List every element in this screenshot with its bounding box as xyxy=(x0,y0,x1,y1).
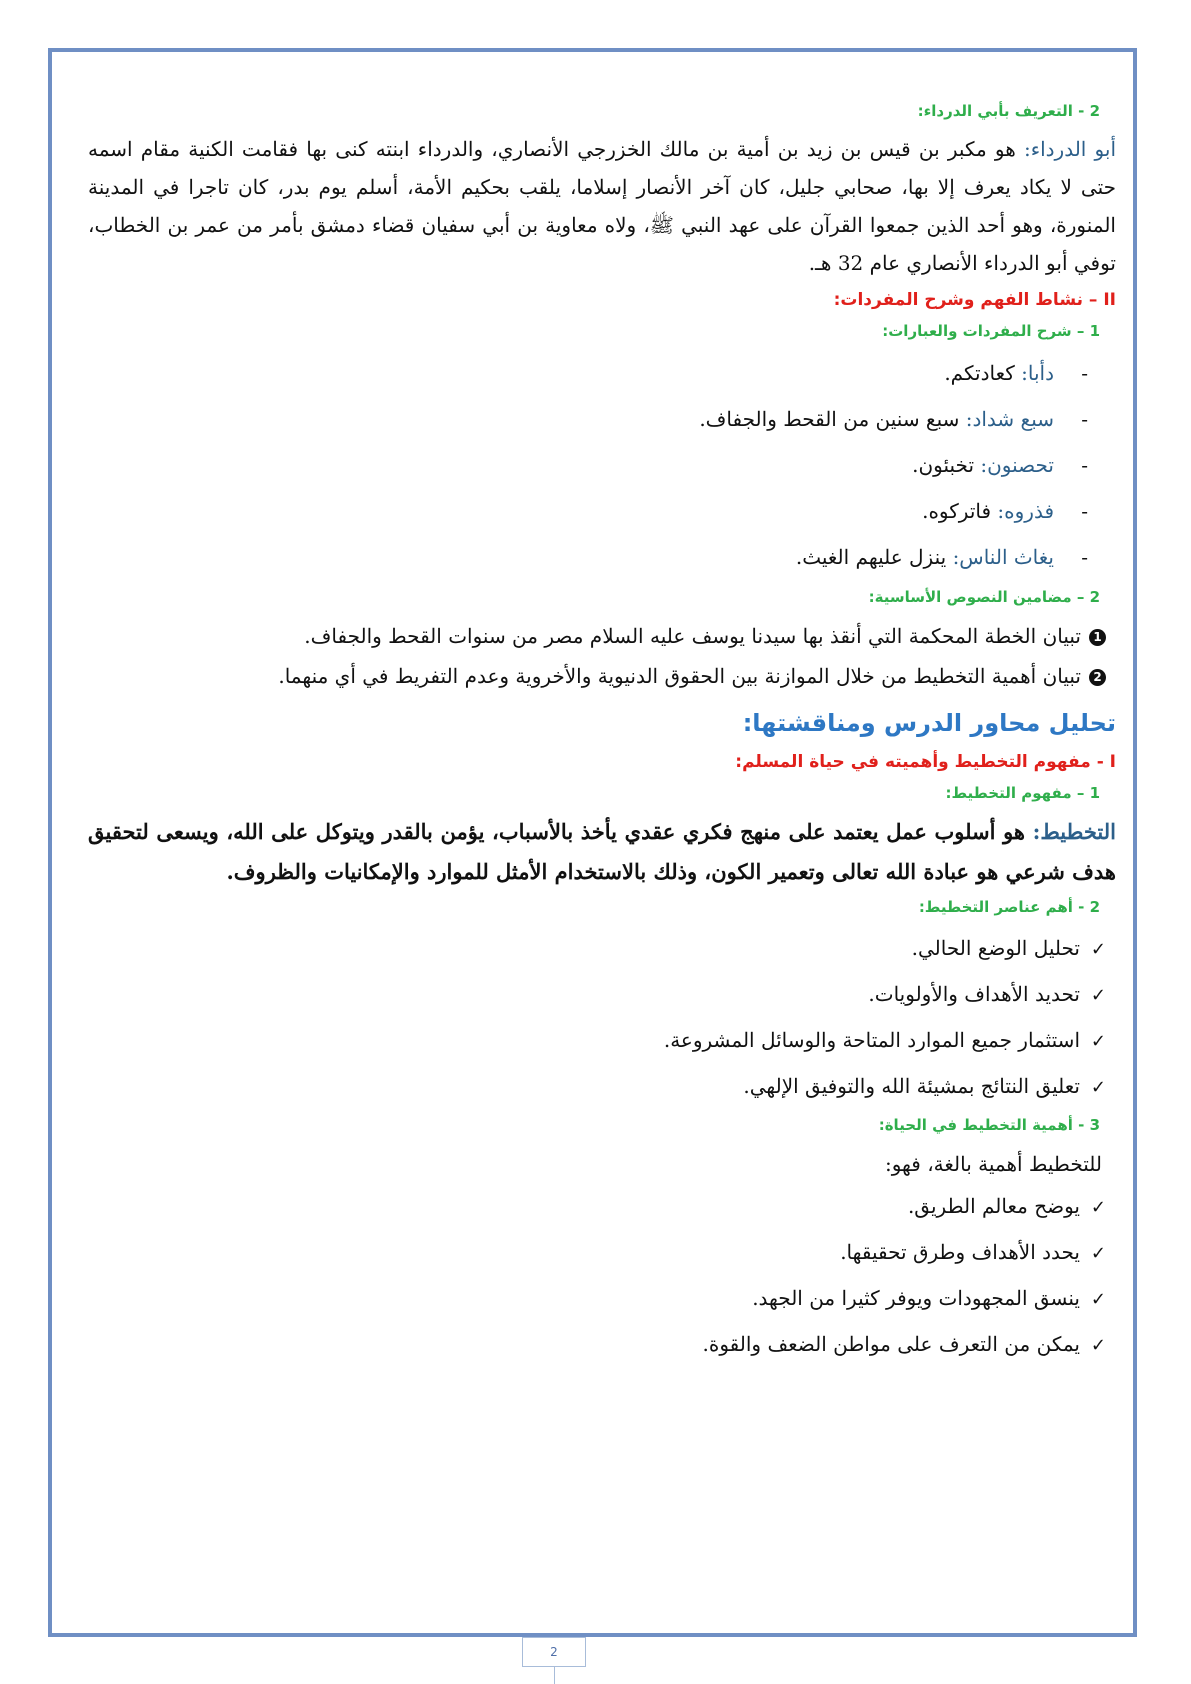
list-item: ✓تحليل الوضع الحالي. xyxy=(88,926,1106,972)
concept-text: هو أسلوب عمل يعتمد على منهج فكري عقدي يأخذ بالأسباب، يؤمن بالقدر ويتوكل على الله، ويسعى لتحقيق هدف شرعي هو عبادة الله تعالى وتعمير الكون، وذلك بالاستخدام الأمثل للموارد والإمكانيات والظروف. xyxy=(88,819,1116,884)
concept-heading: 1 – مفهوم التخطيط: xyxy=(945,784,1100,802)
list-item: -فذروه: فاتركوه. xyxy=(922,499,1088,523)
importance-heading: 3 - أهمية التخطيط في الحياة: xyxy=(878,1116,1100,1134)
page-number: 2 xyxy=(522,1637,586,1667)
concept-term: التخطيط: xyxy=(1032,819,1116,844)
page-content xyxy=(88,100,1116,1372)
abu-darda-paragraph xyxy=(88,130,1116,282)
list-item: ✓استثمار جميع الموارد المتاحة والوسائل المشروعة. xyxy=(88,1018,1106,1064)
check-icon: ✓ xyxy=(1090,1289,1106,1310)
list-item: ✓تحديد الأهداف والأولويات. xyxy=(88,972,1106,1018)
page-number-divider xyxy=(554,1667,555,1684)
planning-part-heading: I - مفهوم التخطيط وأهميته في حياة المسلم: xyxy=(735,752,1116,772)
check-icon: ✓ xyxy=(1090,1243,1106,1264)
check-icon: ✓ xyxy=(1090,1077,1106,1098)
list-item: 2تبيان أهمية التخطيط من خلال الموازنة بين الحقوق الدنيوية والأخروية وعدم التفريط في أي منهما. xyxy=(88,656,1106,696)
list-item: -سبع شداد: سبع سنين من القحط والجفاف. xyxy=(699,407,1088,431)
check-icon: ✓ xyxy=(1090,1197,1106,1218)
abu-darda-heading: 2 - التعريف بأبي الدرداء: xyxy=(917,102,1100,120)
check-icon: ✓ xyxy=(1090,1335,1106,1356)
themes-list xyxy=(88,616,1106,696)
list-item: ✓ينسق المجهودات ويوفر كثيرا من الجهد. xyxy=(88,1276,1106,1322)
list-item: -دأبا: كعادتكم. xyxy=(944,361,1088,385)
concept-paragraph xyxy=(88,812,1116,892)
elements-list xyxy=(88,926,1106,1110)
abu-darda-text: هو مكبر بن قيس بن زيد بن أمية بن مالك الخزرجي الأنصاري، والدرداء ابنته كنى بها فقامت الكنية مقام اسمه حتى لا يكاد يعرف إلا بها، صحابي جليل، كان آخر الأنصار إسلاما، يلقب بحكيم الأمة، أسلم يوم بدر، كان تاجرا في المدينة المنورة، وهو أحد الذين جمعوا القرآن على عهد النبي ﷺ، ولاه معاوية بن أبي سفيان قضاء دمشق بأمر من عمر بن الخطاب، توفي أبو الدرداء الأنصاري عام 32 هـ. xyxy=(88,137,1116,275)
list-item: ✓يمكن من التعرف على مواطن الضعف والقوة. xyxy=(88,1322,1106,1368)
list-item: ✓تعليق النتائج بمشيئة الله والتوفيق الإلهي. xyxy=(88,1064,1106,1110)
list-item: -تحصنون: تخبئون. xyxy=(912,453,1088,477)
list-item: ✓يحدد الأهداف وطرق تحقيقها. xyxy=(88,1230,1106,1276)
list-item: 1تبيان الخطة المحكمة التي أنقذ بها سيدنا يوسف عليه السلام مصر من سنوات القحط والجفاف. xyxy=(88,616,1106,656)
importance-intro: للتخطيط أهمية بالغة، فهو: xyxy=(884,1152,1102,1176)
number-badge-icon: 1 xyxy=(1089,629,1106,646)
check-icon: ✓ xyxy=(1090,939,1106,960)
analysis-title: تحليل محاور الدرس ومناقشتها: xyxy=(742,709,1116,737)
number-badge-icon: 2 xyxy=(1089,669,1106,686)
importance-list xyxy=(88,1184,1106,1368)
vocab-heading: 1 – شرح المفردات والعبارات: xyxy=(882,322,1100,340)
list-item: ✓يوضح معالم الطريق. xyxy=(88,1184,1106,1230)
abu-darda-term: أبو الدرداء: xyxy=(1023,137,1116,161)
vocab-list xyxy=(88,350,1088,580)
check-icon: ✓ xyxy=(1090,985,1106,1006)
list-item: -يغاث الناس: ينزل عليهم الغيث. xyxy=(795,545,1088,569)
comprehension-heading: II – نشاط الفهم وشرح المفردات: xyxy=(833,290,1116,310)
elements-heading: 2 - أهم عناصر التخطيط: xyxy=(918,898,1100,916)
themes-heading: 2 – مضامين النصوص الأساسية: xyxy=(868,588,1100,606)
check-icon: ✓ xyxy=(1090,1031,1106,1052)
